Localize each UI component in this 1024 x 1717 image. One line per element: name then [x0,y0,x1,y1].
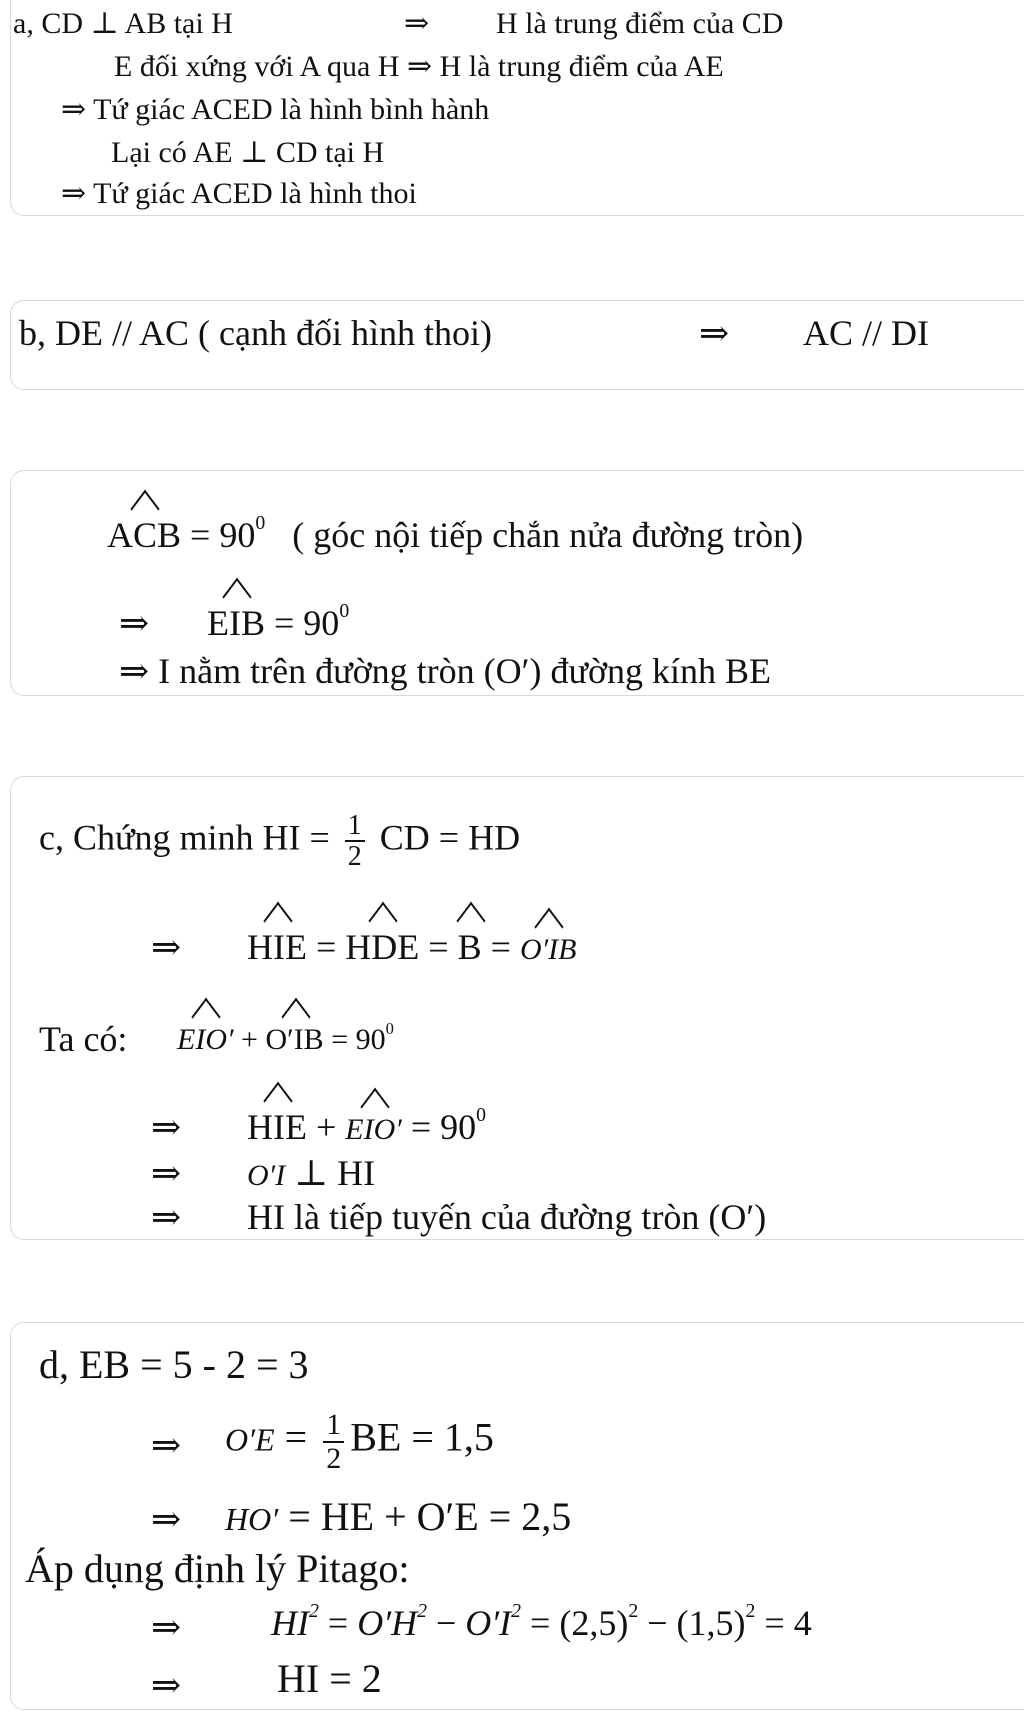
part-c-line-5-arrow: ⇒ [151,1153,182,1193]
part-b2-line-3: ⇒ I nằm trên đường tròn (O′) đường kính BE [119,651,772,691]
eib-equals: = 90 [265,603,340,643]
part-b-card [10,300,1024,390]
equals: = [274,1414,308,1460]
part-c-line-4 [247,1104,487,1147]
part-d-line-3-arrow: ⇒ [151,1499,182,1539]
oi: O′I [465,1603,512,1643]
fraction-one-half [345,811,365,872]
part-a-line-4: Lại có AE ⊥ CD tại H [111,136,385,169]
part-d-line-5-arrow: ⇒ [151,1607,182,1647]
angle-hie: HIE [247,927,307,967]
eib-line [207,600,350,643]
part-c-line-5 [247,1155,375,1191]
part-b-line-1-arrow: ⇒ [699,313,730,353]
segment-ho: HO′ [225,1501,279,1537]
part-d-line-4: Áp dụng định lý Pitago: [25,1546,410,1591]
part-c-line-2 [247,929,576,965]
part-a-line-1-left: a, CD ⊥ AB tại H [13,7,233,40]
angle-eio: EIO′ [177,1023,234,1056]
part-a-line-1-arrow: ⇒ [404,7,430,40]
part-d-card [10,1322,1024,1710]
pythagoras-equation [271,1600,812,1643]
part-c-line-6: HI là tiếp tuyến của đường tròn (O′) [247,1197,767,1237]
exp: 2 [745,1600,756,1623]
part-c-line-2-arrow: ⇒ [151,927,182,967]
perpendicular-hi: ⊥ HI [285,1153,376,1193]
degree: 0 [476,1104,487,1127]
part-c-line-6-arrow: ⇒ [151,1197,182,1237]
acb-line [107,512,804,555]
part-d-line-3 [225,1494,572,1539]
be-value: BE = 1,5 [350,1414,494,1460]
acb-note: ( góc nội tiếp chắn nửa đường tròn) [292,515,804,555]
exp: 2 [309,1600,319,1623]
angle-eib: EIB [207,603,265,643]
eib-arrow: ⇒ [119,603,150,643]
part-c-line-4-arrow: ⇒ [151,1107,182,1147]
equals-90: = 90 [401,1107,477,1147]
acb-degree: 0 [255,512,266,535]
fraction-denominator: 2 [326,1441,342,1475]
angle-oib-2: O′IB [265,1023,324,1056]
op: − [426,1603,466,1643]
angle-hie-2: HIE [247,1107,307,1147]
acb-equals: = 90 [181,515,256,555]
plus: + [306,1107,346,1147]
part-c-line-1 [39,811,520,872]
op: = [318,1603,358,1643]
part-c-line-3-lead: Ta có: [39,1019,128,1059]
exp: 2 [511,1600,522,1623]
equals: = [419,927,458,967]
part-d-line-2 [225,1409,494,1474]
hi: HI [271,1603,309,1643]
degree: 0 [385,1019,394,1039]
term: − (1,5) [638,1603,746,1643]
fraction-denominator: 2 [347,841,362,873]
segment-oi: O′I [247,1159,286,1192]
eib-degree: 0 [339,600,350,623]
angle-acb: ACB [107,515,182,555]
part-d-line-6-arrow: ⇒ [151,1665,182,1705]
part-b-line-1-left: b, DE // AC ( cạnh đối hình thoi) [19,313,492,353]
part-a-line-1-right: H là trung điểm của CD [496,7,784,40]
part-a-line-3: ⇒ Tứ giác ACED là hình bình hành [61,93,490,126]
angle-b: B [457,927,482,967]
part-c-card [10,776,1024,1240]
part-c-line-1-left: c, Chứng minh HI = [39,817,330,858]
fraction-one-half-d [323,1409,344,1474]
part-a-line-5: ⇒ Tứ giác ACED là hình thoi [61,177,417,210]
equals: = [306,927,346,967]
plus: + [233,1023,266,1056]
part-d-line-1: d, EB = 5 - 2 = 3 [39,1342,309,1387]
term: = (2,5) [521,1603,629,1643]
oh: O′H [357,1603,418,1643]
part-c-line-3 [177,1019,394,1056]
segment-oe: O′E [225,1421,275,1458]
part-a-line-2: E đối xứng với A qua H ⇒ H là trung điểm của AE [114,50,724,83]
fraction-numerator: 1 [323,1409,344,1443]
angle-oib: O′IB [519,933,577,966]
fraction-numerator: 1 [345,811,365,842]
part-b-line-1-right: AC // DI [803,313,929,353]
exp: 2 [628,1600,639,1623]
angle-hde: HDE [345,927,420,967]
part-d-line-2-arrow: ⇒ [151,1425,182,1465]
part-b2-card [10,470,1024,696]
part-d-line-6: HI = 2 [277,1656,382,1701]
result: = 4 [755,1603,812,1643]
equals-90: = 90 [323,1023,386,1056]
equals: = [481,927,520,967]
angle-eio-2: EIO′ [345,1113,402,1146]
exp: 2 [417,1600,427,1623]
part-a-card [10,0,1024,216]
ho-value: = HE + O′E = 2,5 [278,1494,572,1539]
part-c-line-1-right: CD = HD [379,817,521,858]
